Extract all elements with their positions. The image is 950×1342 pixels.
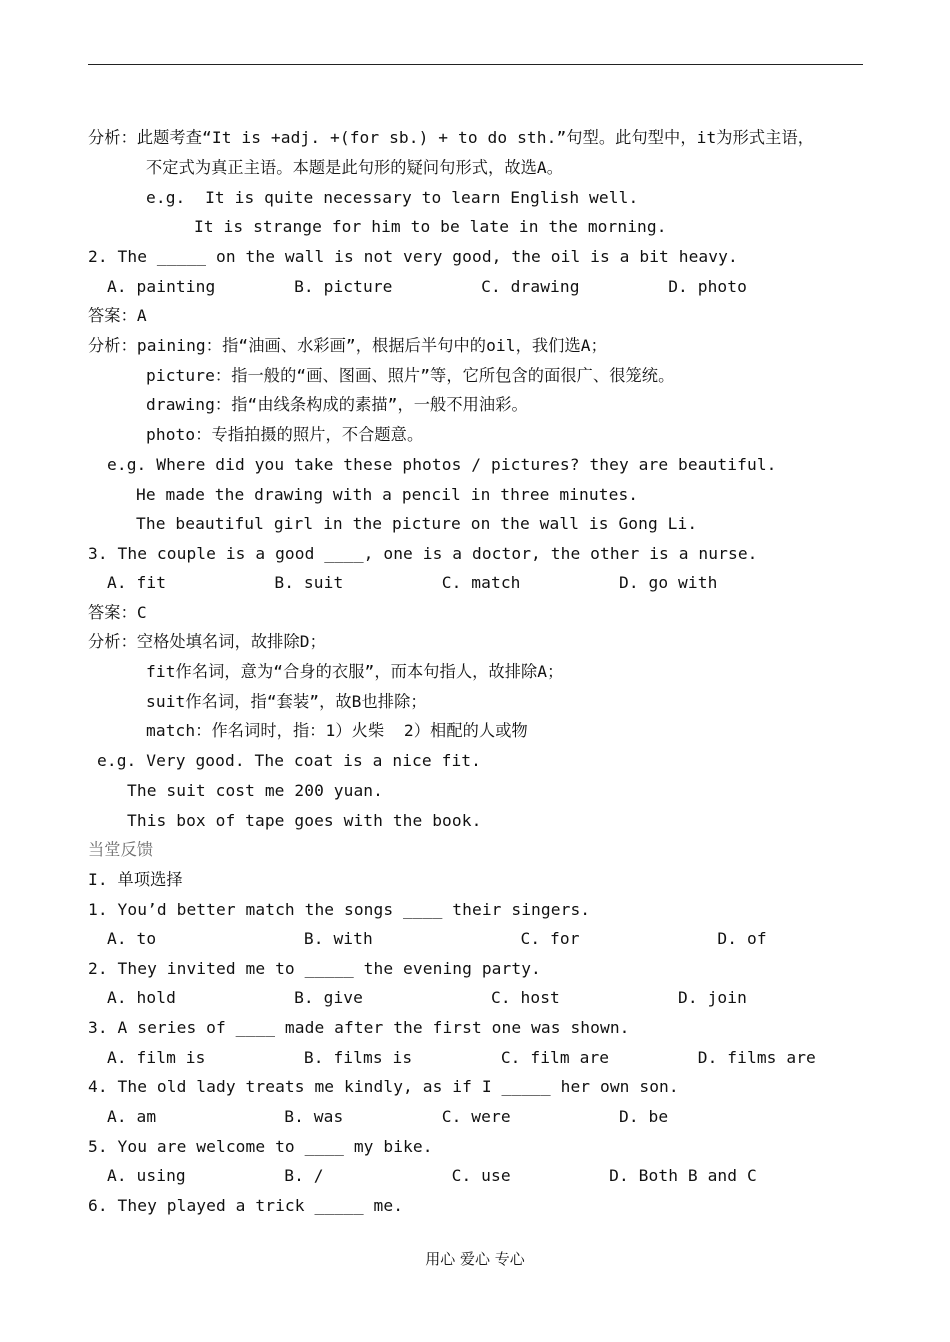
exercise-heading: I. 单项选择 (88, 870, 183, 889)
exercise-question-1: 1. You’d better match the songs ____ their singers. (88, 900, 591, 919)
text-line: This box of tape goes with the book. (127, 811, 482, 830)
text-line: picture：指一般的“画、图画、照片”等，它所包含的面很广、很笼统。 (146, 366, 675, 385)
exercise-question-2: 2. They invited me to _____ the evening party. (88, 959, 541, 978)
answer-3: 答案：C (88, 603, 147, 622)
exercise-options-1: A. to B. with C. for D. of (107, 929, 767, 948)
exercise-question-6: 6. They played a trick _____ me. (88, 1196, 404, 1215)
text-line: The beautiful girl in the picture on the wall is Gong Li. (136, 514, 698, 533)
analysis-2: 分析：paining：指“油画、水彩画”，根据后半句中的oil，我们选A； (88, 336, 607, 355)
exercise-question-5: 5. You are welcome to ____ my bike. (88, 1137, 433, 1156)
question-3: 3. The couple is a good ____, one is a doctor, the other is a nurse. (88, 544, 758, 563)
exercise-question-3: 3. A series of ____ made after the first one was shown. (88, 1018, 630, 1037)
text-line: e.g. Where did you take these photos / pictures? they are beautiful. (107, 455, 777, 474)
text-line: 分析：此题考查“It is +adj. +(for sb.) + to do sth.”句型。此句型中，it为形式主语， (88, 128, 815, 147)
text-line: 不定式为真正主语。本题是此句形的疑问句形式，故选A。 (146, 158, 564, 177)
answer-2: 答案：A (88, 306, 147, 325)
options-2: A. painting B. picture C. drawing D. photo (107, 277, 747, 296)
text-line: suit作名词，指“套装”，故B也排除； (146, 692, 427, 711)
exercise-options-4: A. am B. was C. were D. be (107, 1107, 669, 1126)
text-line: photo：专指拍摄的照片，不合题意。 (146, 425, 424, 444)
exercise-options-3: A. film is B. films is C. film are D. films are (107, 1048, 816, 1067)
text-line: e.g. Very good. The coat is a nice fit. (97, 751, 481, 770)
text-line: He made the drawing with a pencil in three minutes. (136, 485, 639, 504)
page-footer: 用心 爱心 专心 (425, 1250, 525, 1268)
header-rule (88, 64, 863, 65)
options-3: A. fit B. suit C. match D. go with (107, 573, 718, 592)
text-line: fit作名词，意为“合身的衣服”，而本句指人，故排除A； (146, 662, 564, 681)
exercise-options-5: A. using B. / C. use D. Both B and C (107, 1166, 757, 1185)
text-line: e.g. It is quite necessary to learn English well. (146, 188, 639, 207)
question-2: 2. The _____ on the wall is not very good, the oil is a bit heavy. (88, 247, 738, 266)
text-line: drawing：指“由线条构成的素描”，一般不用油彩。 (146, 395, 528, 414)
section-heading: 当堂反馈 (88, 840, 154, 859)
text-line: match：作名词时，指：1）火柴 2）相配的人或物 (146, 721, 528, 740)
exercise-question-4: 4. The old lady treats me kindly, as if I _____ her own son. (88, 1077, 679, 1096)
text-line: The suit cost me 200 yuan. (127, 781, 383, 800)
analysis-3: 分析：空格处填名词，故排除D； (88, 632, 326, 651)
exercise-options-2: A. hold B. give C. host D. join (107, 988, 747, 1007)
text-line: It is strange for him to be late in the morning. (194, 217, 667, 236)
